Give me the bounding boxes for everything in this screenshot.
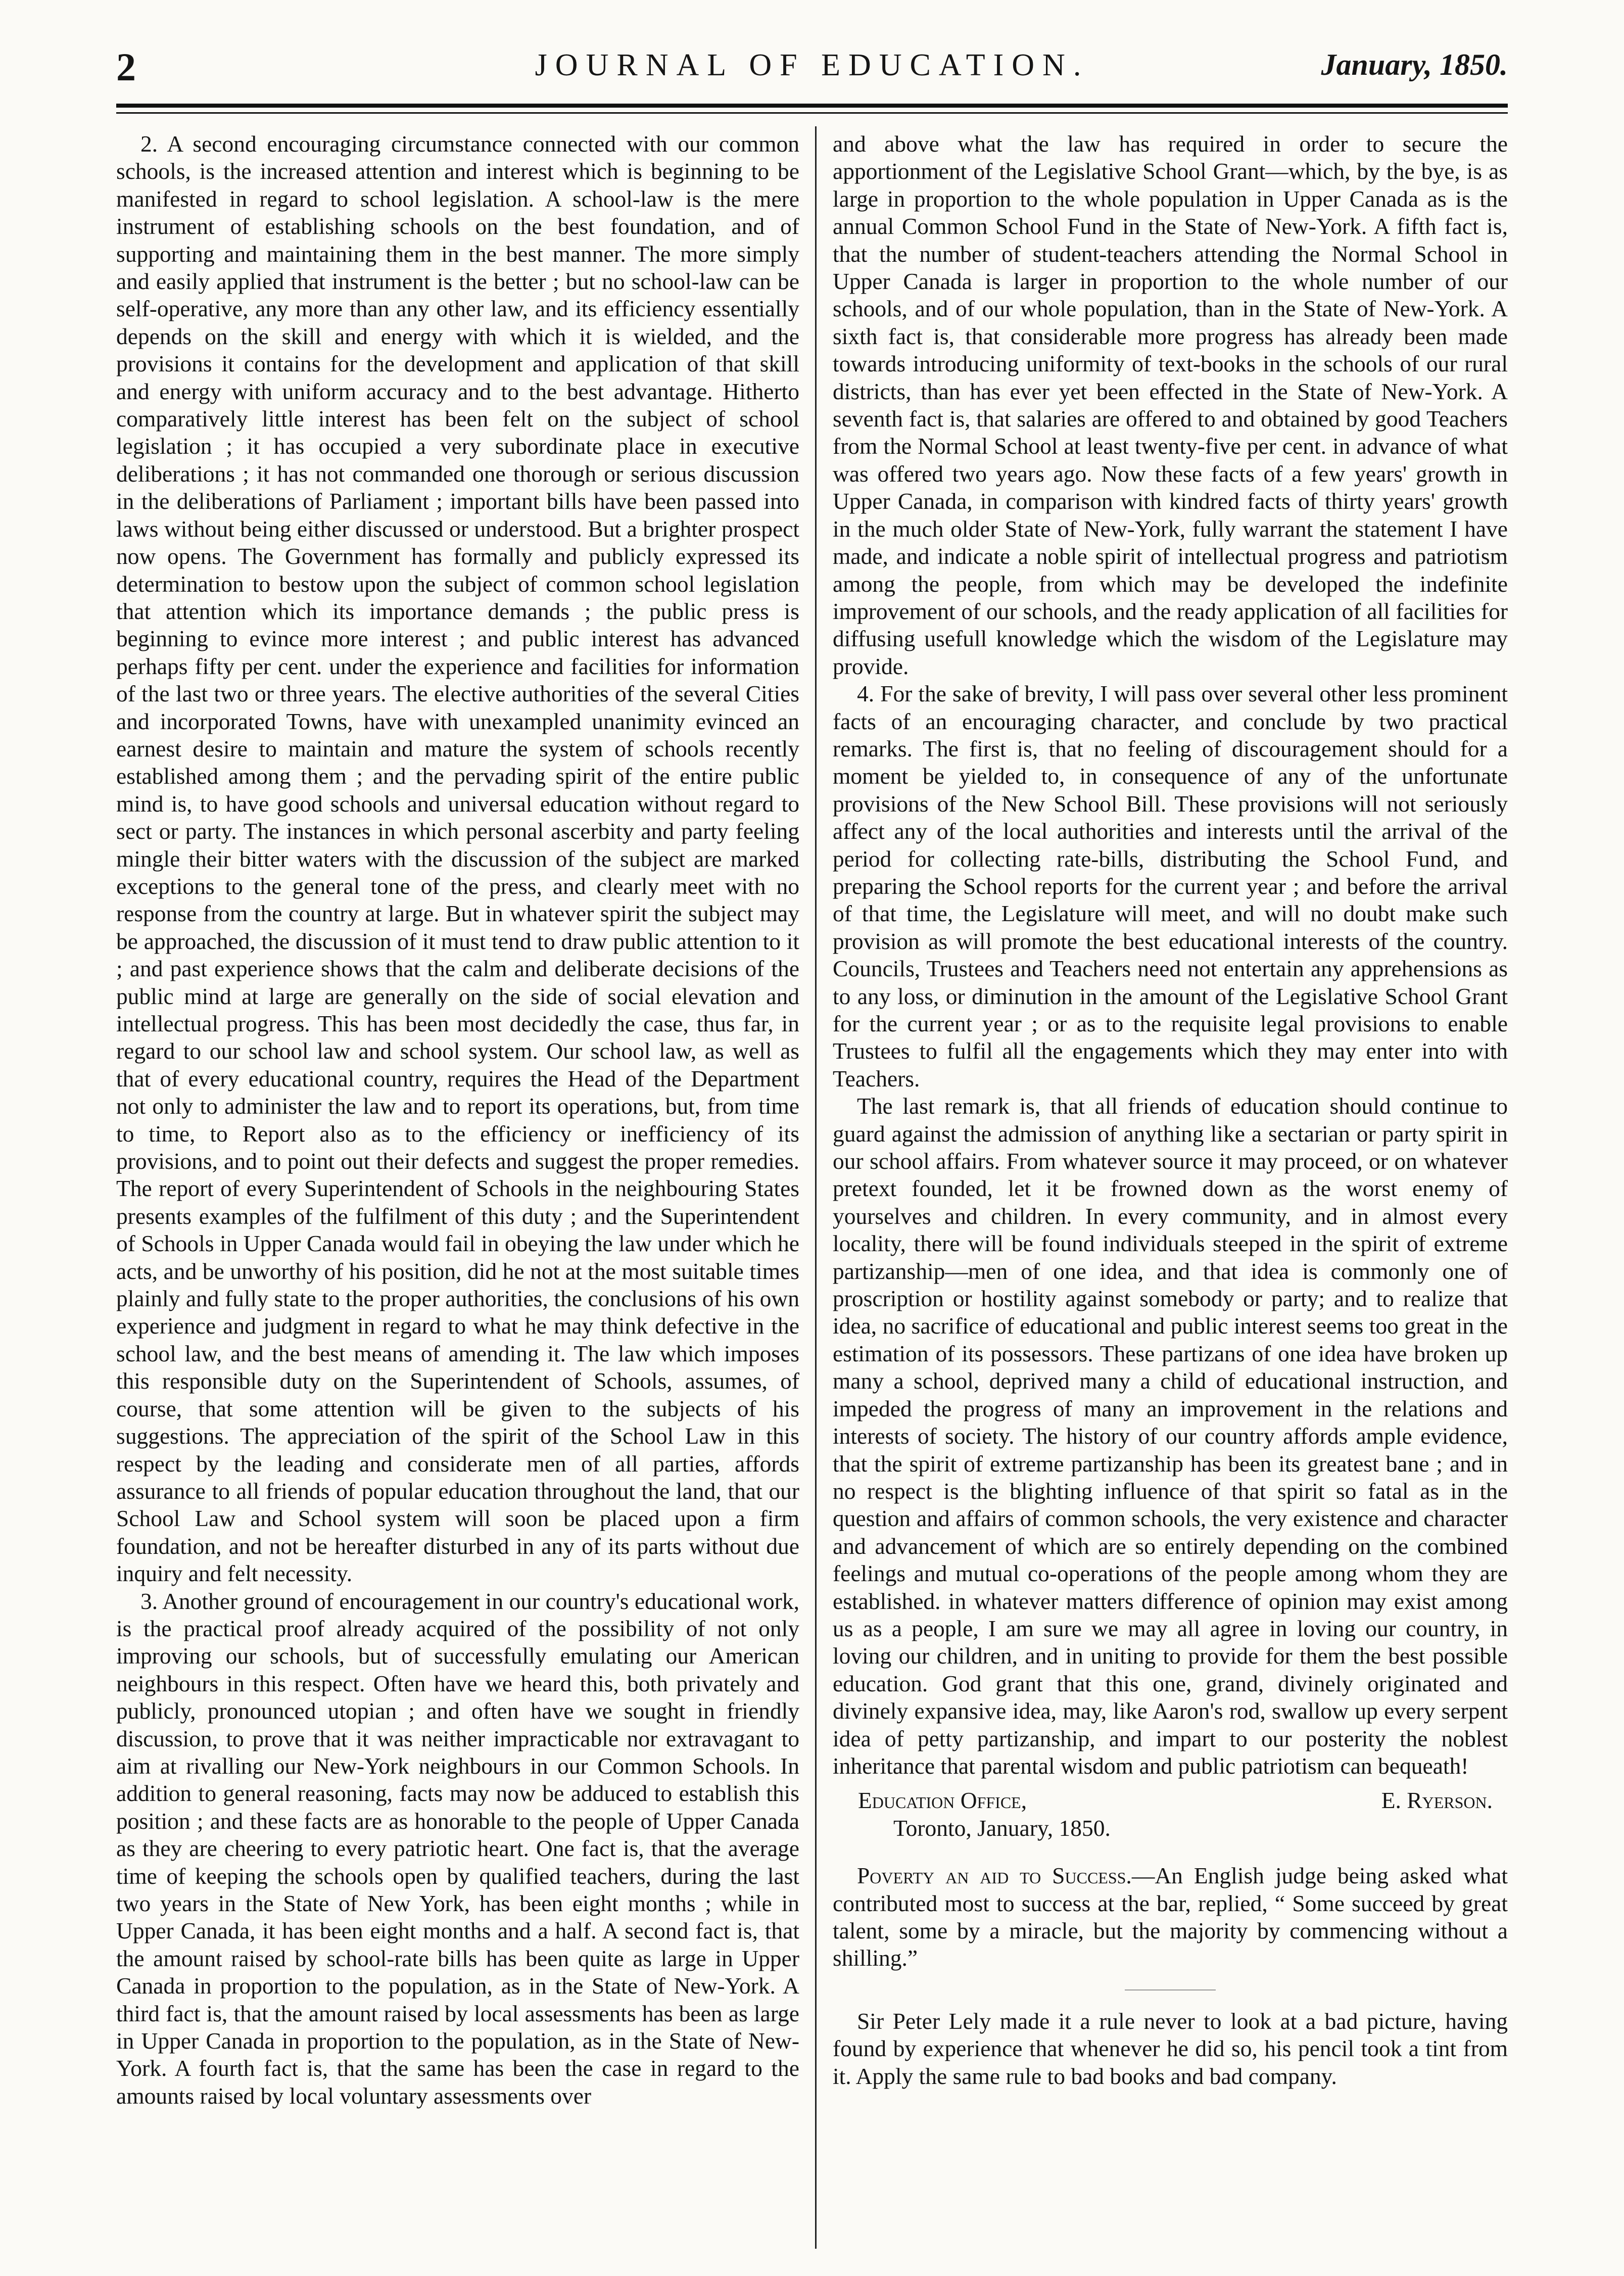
item-lely: Sir Peter Lely made it a rule never to look at a bad picture, having found by experience that whenever he did so, his pencil took a tint from it. Apply the same rule to bad books and bad company.	[833, 2008, 1508, 2089]
column-divider	[815, 126, 817, 2249]
paragraph-3-continued: and above what the law has required in order to secure the apportionment of the Legislative School Grant—which, by the bye, is as large in proportion to the whole population in Upper Canada as is the annual Common School Fund in the State of New-York. A fifth fact is, that the number of student-teachers attending the Normal School in Upper Canada is larger in proportion to the whole number of our schools, and of our whole population, than in the State of New-York. A sixth fact is, that considerable more progress has already been made towards introducing uniformity of text-books in the schools of our rural districts, than has ever yet been effected in the State of New-York. A seventh fact is, that salaries are offered to and obtained by good Teachers from the Normal School at least twenty-five per cent. in advance of what was offered two years ago. Now these facts of a few years' growth in Upper Canada, in comparison with kindred facts of thirty years' growth in the much older State of New-York, fully warrant the statement I have made, and indicate a noble spirit of intellectual progress and patriotism among the people, from which may be developed the indefinite improvement of our schools, and the ready application of all facilities for diffusing usefull knowledge which the wisdom of the Legislature may provide.	[833, 131, 1508, 679]
signature-line	[833, 1787, 1508, 1814]
left-column	[116, 130, 799, 2110]
header-rule-thin	[116, 112, 1508, 114]
issue-date: January, 1850.	[1321, 48, 1508, 81]
page-header	[116, 30, 1508, 91]
paragraph-4: 4. For the sake of brevity, I will pass over several other less prominent facts of an encouraging character, and conclude by two practical remarks. The first is, that no feeling of discouragement should for a moment be yielded to, in consequence of any of the unfortunate provisions of the New School Bill. These provisions will not seriously affect any of the local authorities and interests until the arrival of the period for collecting rate-bills, distributing the School Fund, and preparing the School reports for the current year ; and before the arrival of that time, the Legislature will meet, and will no doubt make such provision as will promote the best educational interests of the country. Councils, Trustees and Teachers need not entertain any apprehensions as to any loss, or diminution in the amount of the Legislative School Grant for the current year ; or as to the requisite legal provisions to enable Trustees to fulfil all the engagements which they may enter into with Teachers.	[833, 681, 1508, 1092]
signature-dateline: Toronto, January, 1850.	[893, 1815, 1111, 1841]
right-column	[833, 130, 1508, 2090]
header-rule	[116, 104, 1508, 108]
paragraph-last-remark: The last remark is, that all friends of education should continue to guard against the admission of anything like a sectarian or party spirit in our school affairs. From whatever source it may proceed, or on whatever pretext founded, let it be frowned down as the worst enemy of yourselves and children. In every community, and in almost every locality, there will be found individuals steeped in the spirit of extreme partizanship—men of one idea, and that idea is commonly one of proscription or hostility against somebody or party; and to realize that idea, no sacrifice of educational and public interest seems too great in the estimation of its possessors. These partizans of one idea have broken up many a school, deprived many a child of educational instruction, and impeded the progress of many an improvement in the relations and interests of society. The history of our country affords ample evidence, that the spirit of extreme partizanship has been its greatest bane ; and in no respect is the blighting influence of that spirit so fatal as in the question and affairs of common schools, the very existence and character and advancement of which are so entirely depending on the combined feelings and mutual co-operations of the people among whom they are established. in whatever matters difference of opinion may exist among us as a people, I am sure we may all agree in loving our country, in loving our children, and in uniting to provide for them the best possible education. God grant that this one, grand, divinely originated and divinely expansive idea, may, like Aaron's rod, swallow up every serpent idea of petty partizanship, and impart to our posterity the noblest inheritance that parental wisdom and public patriotism can bequeath!	[833, 1093, 1508, 1779]
page-number: 2	[116, 45, 136, 89]
signature-author: E. Ryerson.	[1381, 1787, 1493, 1814]
item-poverty-body: —An English judge being asked what contributed most to success at the bar, replied, “ Some succeed by great talent, some by a miracle, but the majority by commencing without a shilling.”	[833, 1863, 1508, 1971]
paragraph-2: 2. A second encouraging circumstance connected with our common schools, is the increased attention and interest which is beginning to be manifested in regard to school legislation. A school-law is the mere instrument of establishing schools on the best foundation, and of supporting and maintaining them in the best manner. The more simply and easily applied that instrument is the better ; but no school-law can be self-operative, any more than any other law, and its efficiency essentially depends on the skill and energy with which it is wielded, and the provisions it contains for the development and application of that skill and energy with uniform accuracy and to the best advantage. Hitherto comparatively little interest has been felt on the subject of school legislation ; it has occupied a very subordinate place in executive deliberations ; it has not commanded one thorough or serious discussion in the deliberations of Parliament ; important bills have been passed into laws without being either discussed or understood. But a brighter prospect now opens. The Government has formally and publicly expressed its determination to bestow upon the subject of common school legislation that attention which its importance demands ; the public press is beginning to evince more interest ; and public interest has advanced perhaps fifty per cent. under the experience and facilities for information of the last two or three years. The elective authorities of the several Cities and incorporated Towns, have with unexampled unanimity evinced an earnest desire to maintain and mature the system of schools recently established among them ; and the pervading spirit of the entire public mind is, to have good schools and universal education without regard to sect or party. The instances in which personal ascerbity and party feeling mingle their bitter waters with the discussion of the subject are marked exceptions to the general tone of the press, and clearly meet with no response from the country at large. But in whatever spirit the subject may be approached, the discussion of it must tend to draw public attention to it ; and past experience shows that the calm and deliberate decisions of the public mind at large are generally on the side of social elevation and intellectual progress. This has been most decidedly the case, thus far, in regard to our school law and school system. Our school law, as well as that of every educational country, requires the Head of the Department not only to administer the law and to report its operations, but, from time to time, to Report also as to the efficiency or inefficiency of its provisions, and to point out their defects and suggest the proper remedies. The report of every Superintendent of Schools in the neighbouring States presents examples of the fulfilment of this duty ; and the Superintendent of Schools in Upper Canada would fail in obeying the law under which he acts, and be unworthy of his position, did he not at the most suitable times plainly and fully state to the proper authorities, the conclusions of his own experience and judgment in regard to what he may think defective in the school law, and the best means of amending it. The law which imposes this responsible duty on the Superintendent of Schools, assumes, of course, that some attention will be given to the subjects of his suggestions. The appreciation of the spirit of the School Law in this respect by the leading and considerate men of all parties, affords assurance to all friends of popular education throughout the land, that our School Law and School system will soon be placed upon a firm foundation, and not be hereafter disturbed in any of its parts without due inquiry and felt necessity.	[116, 131, 799, 1587]
item-poverty-heading: Poverty an aid to Success.	[857, 1863, 1132, 1889]
journal-title: JOURNAL OF EDUCATION.	[535, 48, 1089, 82]
paragraph-3: 3. Another ground of encouragement in our country's educational work, is the practical proof already acquired of the possibility of not only improving our schools, but of successfully emulating our American neighbours in this respect. Often have we heard this, both privately and publicly, pronounced utopian ; and often have we sought in friendly discussion, to prove that it was neither impracticable nor extravagant to aim at rivalling our New-York neighbours in our Common Schools. In addition to general reasoning, facts may now be adduced to establish this position ; and these facts are as honorable to the people of Upper Canada as they are cheering to every patriotic heart. One fact is, that the average time of keeping the schools open by qualified teachers, during the last two years in the State of New York, has been eight months ; while in Upper Canada, it has been eight months and a half. A second fact is, that the amount raised by school-rate bills has been quite as large in Upper Canada in proportion to the population, as in the State of New-York. A third fact is, that the amount raised by local assessments has been as large in Upper Canada in proportion to the population, as in the State of New-York. A fourth fact is, that the same has been the case in regard to the amounts raised by local voluntary assessments over	[116, 1588, 799, 2109]
signature-office: Education Office,	[858, 1787, 1027, 1814]
item-poverty	[833, 1862, 1508, 1972]
item-separator	[1125, 1989, 1216, 1990]
